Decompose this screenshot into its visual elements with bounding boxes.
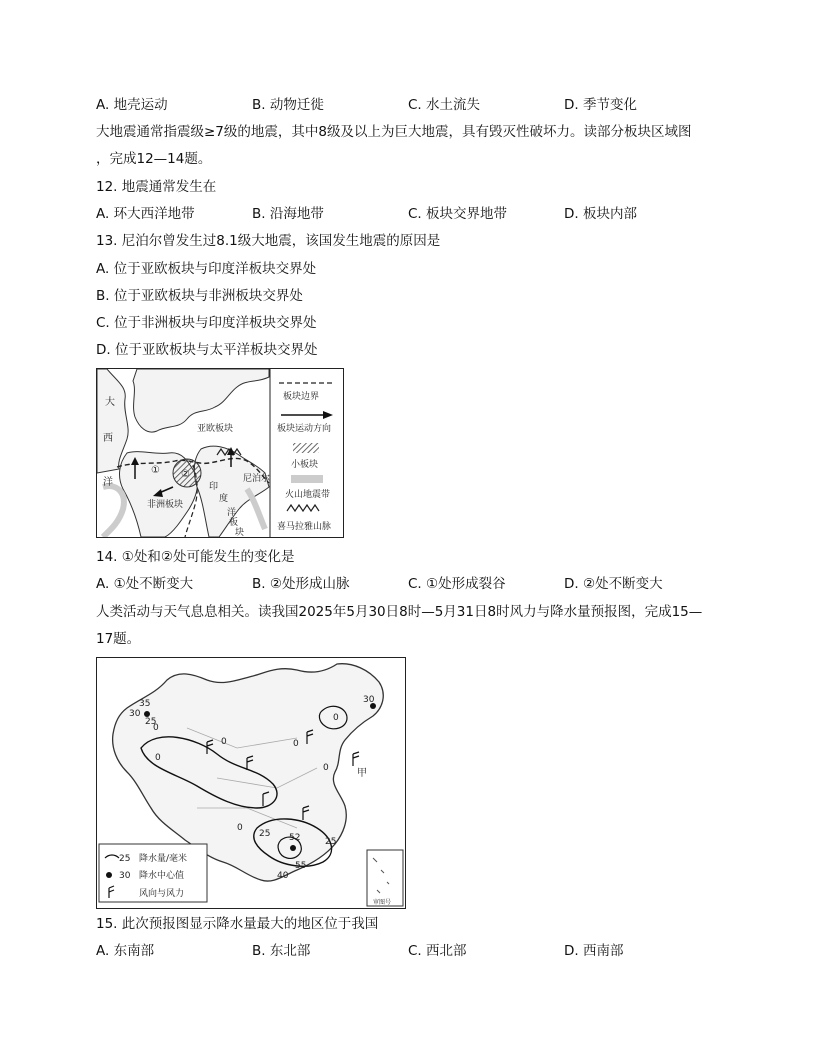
legend-center-dot [106, 872, 112, 878]
legend-volcano-text: 火山地震带 [285, 490, 331, 500]
contour-label-25b: 25 [259, 829, 271, 839]
legend-isohyet-text: 降水量/毫米 [139, 854, 188, 864]
q13-stem: 13. 尼泊尔曾发生过8.1级大地震，该国发生地震的原因是 [96, 233, 441, 249]
q11-option-d[interactable]: D. 季节变化 [564, 97, 637, 113]
label-yang: 洋 [103, 477, 113, 488]
q12-options [96, 205, 736, 223]
q13-option-a[interactable]: A. 位于亚欧板块与印度洋板块交界处 [96, 261, 317, 277]
label-xi: 西 [103, 433, 113, 444]
q13-option-d[interactable]: D. 位于亚欧板块与太平洋板块交界处 [96, 342, 318, 358]
q11-options [96, 96, 736, 114]
label-ban: 板 [229, 518, 239, 528]
intro-15-17-line1: 人类活动与天气息息相关。读我国2025年5月30日8时—5月31日8时风力与降水量预报图，完成15— [96, 604, 703, 620]
q14-option-b[interactable]: B. ②处形成山脉 [252, 576, 350, 592]
label-mark-1: ① [151, 465, 160, 476]
volcano-belt-band [103, 486, 124, 537]
label-mark-2: ② [181, 469, 190, 480]
q14-option-d[interactable]: D. ②处不断变大 [564, 576, 663, 592]
label-yin: 印 [209, 482, 219, 492]
label-nepal: 尼泊尔 [243, 474, 271, 484]
q15-option-b[interactable]: B. 东北部 [252, 943, 311, 959]
label-african-plate: 非洲板块 [147, 500, 184, 510]
legend-boundary-text: 板块边界 [283, 392, 320, 402]
contour-label-0b: 0 [155, 753, 161, 763]
q15-option-a[interactable]: A. 东南部 [96, 943, 155, 959]
legend-center-value: 30 [119, 871, 131, 881]
q11-option-a[interactable]: A. 地壳运动 [96, 97, 168, 113]
intro-12-14-line2: ，完成12—14题。 [96, 151, 212, 167]
legend-volcano-symbol [291, 475, 323, 483]
q15-stem: 15. 此次预报图显示降水量最大的地区位于我国 [96, 916, 379, 932]
rain-center-dot-s [290, 845, 296, 851]
contour-label-40: 40 [277, 871, 289, 881]
contour-label-55: 55 [295, 861, 307, 871]
legend-direction-head [323, 411, 333, 419]
intro-15-17-line2: 17题。 [96, 631, 141, 647]
contour-label-0d: 0 [293, 739, 299, 749]
intro-12-14-line1: 大地震通常指震级≥7级的地震，其中8级及以上为巨大地震，具有毁灭性破坏力。读部分板块区域图 [96, 124, 692, 140]
legend-center-text: 降水中心值 [139, 871, 185, 881]
legend-himalaya-symbol [287, 505, 319, 511]
q14-stem: 14. ①处和②处可能发生的变化是 [96, 549, 295, 565]
q15-option-d[interactable]: D. 西南部 [564, 943, 624, 959]
label-eurasian-plate: 亚欧板块 [197, 424, 234, 434]
south-china-sea-inset [367, 850, 403, 906]
plate-map [97, 369, 343, 537]
q11-option-c[interactable]: C. 水土流失 [408, 97, 481, 113]
q12-option-c[interactable]: C. 板块交界地带 [408, 206, 508, 222]
contour-label-30: 30 [129, 709, 141, 719]
contour-label-0c: 0 [221, 737, 227, 747]
label-yang2: 洋 [227, 508, 237, 518]
q14-option-a[interactable]: A. ①处不断变大 [96, 576, 194, 592]
label-jia: 甲 [357, 768, 367, 779]
china-forecast-map [97, 658, 405, 908]
contour-label-0e: 0 [333, 713, 339, 723]
contour-label-25: 25 [145, 717, 157, 727]
q12-option-a[interactable]: A. 环大西洋地带 [96, 206, 195, 222]
legend-himalaya-text: 喜马拉雅山脉 [277, 522, 332, 532]
contour-label-25c: 25 [325, 837, 337, 847]
contour-label-0a: 0 [153, 723, 159, 733]
label-da: 大 [105, 397, 115, 408]
q14-options [96, 575, 736, 593]
contour-label-30b: 30 [363, 695, 375, 705]
legend-wind-text: 风向与风力 [139, 889, 185, 899]
china-forecast-map-figure [96, 657, 406, 909]
q15-options [96, 942, 736, 960]
label-kuai: 块 [235, 528, 245, 537]
q12-stem: 12. 地震通常发生在 [96, 179, 217, 195]
legend-direction-text: 板块运动方向 [277, 424, 332, 434]
legend-small-plate-text: 小板块 [291, 460, 319, 470]
q12-option-d[interactable]: D. 板块内部 [564, 206, 637, 222]
europe-land [133, 369, 269, 432]
plate-map-figure [96, 368, 344, 538]
contour-label-35: 35 [139, 699, 151, 709]
q13-option-b[interactable]: B. 位于亚欧板块与非洲板块交界处 [96, 288, 303, 304]
map-credit: 审图号 [373, 899, 392, 906]
q13-option-c[interactable]: C. 位于非洲板块与印度洋板块交界处 [96, 315, 317, 331]
legend-small-plate-symbol [293, 443, 319, 453]
q11-option-b[interactable]: B. 动物迁徙 [252, 97, 324, 113]
q14-option-c[interactable]: C. ①处形成裂谷 [408, 576, 506, 592]
label-du: 度 [219, 494, 229, 504]
q15-option-c[interactable]: C. 西北部 [408, 943, 467, 959]
legend-isohyet-value: 25 [119, 854, 131, 864]
q12-option-b[interactable]: B. 沿海地带 [252, 206, 324, 222]
contour-label-0f: 0 [323, 763, 329, 773]
contour-label-0g: 0 [237, 823, 243, 833]
contour-label-52: 52 [289, 833, 301, 843]
